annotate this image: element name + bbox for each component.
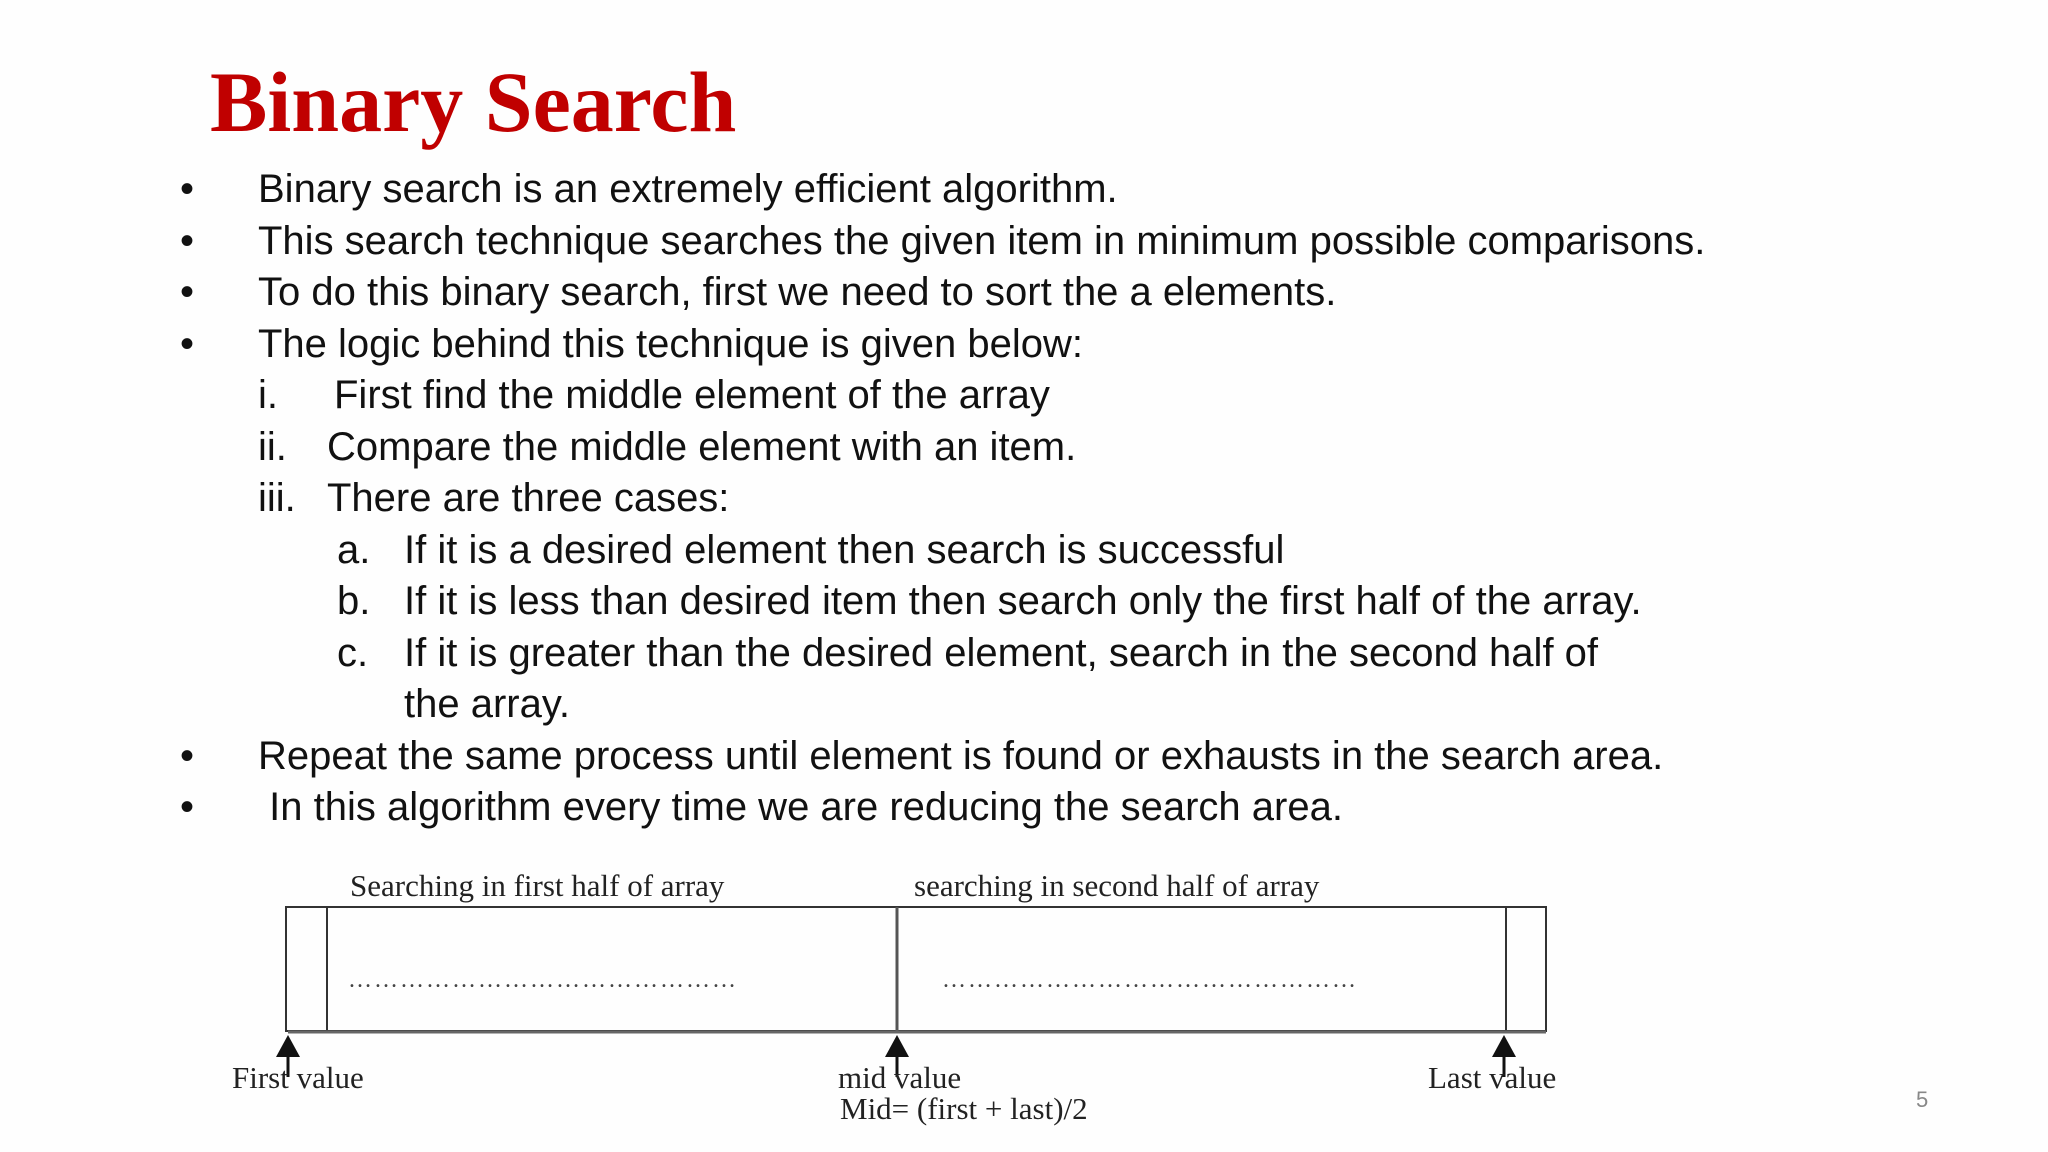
second-half-label: searching in second half of array (914, 868, 1320, 903)
case-text: If it is a desired element then search is successful (404, 527, 1285, 572)
step-item (0, 422, 2048, 474)
diagram-svg (230, 865, 1590, 1145)
bullet-icon: • (180, 785, 195, 829)
list-item (0, 267, 2048, 319)
case-item (0, 525, 2048, 577)
dots-right: ………………………………………… (942, 967, 1358, 993)
bullet-text: In this algorithm every time we are reducing the search area. (258, 785, 1343, 829)
case-text: If it is greater than the desired element, search in the second half of (404, 630, 1599, 675)
first-value-label: First value (232, 1060, 364, 1095)
bullet-text: To do this binary search, first we need to sort the a elements. (258, 270, 1337, 314)
bullet-text: The logic behind this technique is given below: (258, 321, 1083, 366)
list-item (0, 782, 2048, 834)
step-item (0, 473, 2048, 525)
slide-title: Binary Search (210, 54, 737, 150)
mid-value-label: mid value (838, 1060, 962, 1095)
last-value-label: Last value (1428, 1060, 1557, 1095)
case-marker: b. (337, 579, 371, 623)
case-marker: c. (337, 630, 369, 675)
list-item (0, 164, 2048, 216)
bullet-icon: • (180, 218, 195, 263)
case-item (0, 628, 2048, 680)
list-item (0, 319, 2048, 371)
case-item (0, 576, 2048, 628)
bullet-icon: • (180, 733, 195, 778)
binary-search-diagram (230, 865, 1590, 1145)
bullet-text: Binary search is an extremely efficient algorithm. (258, 167, 1118, 211)
bullet-text: Repeat the same process until element is found or exhausts in the search area. (258, 733, 1664, 778)
bullet-list (0, 164, 2048, 834)
step-text: There are three cases: (327, 476, 730, 520)
step-text: Compare the middle element with an item. (327, 424, 1077, 469)
bullet-icon: • (180, 321, 195, 366)
bullet-icon: • (180, 270, 195, 314)
step-marker: ii. (258, 424, 287, 469)
bullet-icon: • (180, 167, 195, 211)
mid-formula: Mid= (first + last)/2 (840, 1091, 1088, 1126)
list-item (0, 731, 2048, 783)
step-item (0, 370, 2048, 422)
bullet-text: This search technique searches the given item in minimum possible comparisons. (258, 218, 1706, 263)
list-item (0, 216, 2048, 268)
step-marker: iii. (258, 476, 296, 520)
case-text: If it is less than desired item then search only the first half of the array. (404, 579, 1642, 623)
step-text: First find the middle element of the array (334, 373, 1050, 417)
case-text-continuation: the array. (404, 682, 570, 726)
first-half-label: Searching in first half of array (350, 868, 725, 903)
page-number: 5 (1916, 1087, 1929, 1112)
step-marker: i. (258, 373, 278, 417)
dots-left: ……………………………………… (348, 967, 738, 993)
case-marker: a. (337, 527, 371, 572)
case-continuation (0, 679, 2048, 731)
